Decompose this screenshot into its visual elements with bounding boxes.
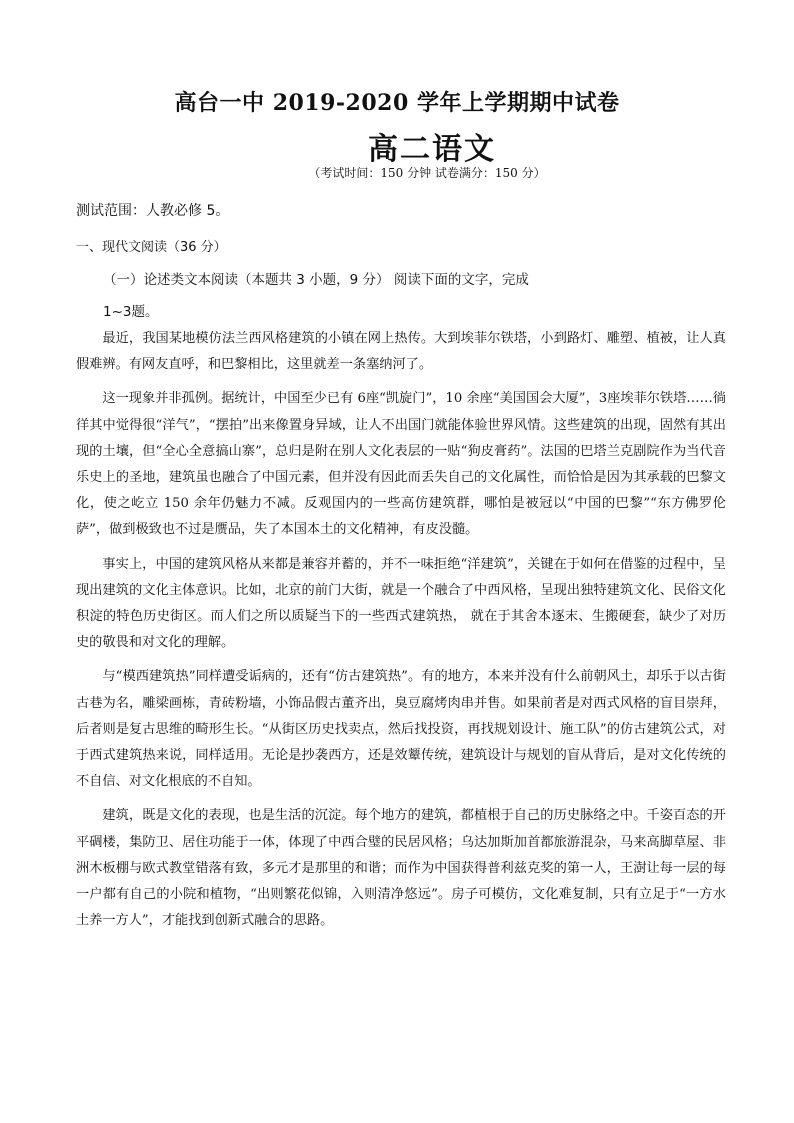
section-heading: 一、现代文阅读（36 分） xyxy=(76,240,227,255)
passage-paragraph-4: 与“模西建筑热”同样遭受诟病的，还有“仿古建筑热”。有的地方，本来并没有什么前朝风土，却乐于以古街古巷为名，雕梁画栋，青砖粉墙，小饰品假古董齐出，臭豆腐烤肉串并售。如果前者是对西式风格的盲目崇拜，后者则是复古思维的畸形生长。“从街区历史找卖点，然后找投资，再找规划设计、施工队”的仿古建筑公式，对于西式建筑热来说，同样适用。无论是抄袭西方，还是效颦传统，建筑设计与规划的盲从背后，是对文化传统的不自信、对文化根底的不自知。 xyxy=(76,669,726,790)
passage-paragraph-3: 事实上，中国的建筑风格从来都是兼容并蓄的，并不一味拒绝“洋建筑”，关键在于如何在借鉴的过程中，呈现出建筑的文化主体意识。比如，北京的前门大街，就是一个融合了中西风格，呈现出独特建筑文化、民俗文化积淀的特色历史街区。而人们之所以质疑当下的一些西式建筑热， 就在于其舍本逐末、生搬硬套，缺少了对历史的敬畏和对文化的理解。 xyxy=(76,556,727,651)
subsection-instruction: （一）论述类文本阅读（本题共 3 小题，9 分） 阅读下面的文字，完成 xyxy=(103,272,529,288)
passage-paragraph-5: 建筑，既是文化的表现，也是生活的沉淀。每个地方的建筑，都植根于自己的历史脉络之中。千姿百态的开平碉楼，集防卫、居住功能于一体，体现了中西合璧的民居风格；乌达加斯加首都旅游混杂，马来高脚草屋、非洲木板棚与欧式教堂错落有致，多元才是那里的和谐；而作为中国获得普利兹克奖的第一人，王澍让每一层的每一户都有自己的小院和植物，“出则繁花似锦，入则清净悠远”。房子可模仿，文化难复制，只有立足于“一方水土养一方人”，才能找到创新式融合的思路。 xyxy=(76,808,726,929)
reading-passage xyxy=(76,326,726,942)
exam-subject: 高二语文 xyxy=(368,132,496,167)
test-scope: 测试范围：人教必修 5。 xyxy=(76,203,230,219)
exam-title: 高台一中 2019-2020 学年上学期期中试卷 xyxy=(174,90,620,116)
passage-paragraph-1: 最近，我国某地模仿法兰西风格建筑的小镇在网上热传。大到埃菲尔铁塔，小到路灯、雕塑、植被，让人真假难辨。有网友直呼，和巴黎相比，这里就差一条塞纳河了。 xyxy=(76,331,726,373)
subsection-instruction-continued: 1~3题。 xyxy=(103,304,159,320)
passage-paragraph-2: 这一现象并非孤例。据统计，中国至少已有 6座“凯旋门”，10 余座“美国国会大厦”，3座埃菲尔铁塔……徜徉其中觉得很“洋气”，“摆拍”出来像置身异域，让人不出国门就能体验世界风情。这些建筑的出现，固然有其出现的土壤，但“全心全意搞山寨”，总归是附在别人文化表层的一贴“狗皮膏药”。法国的巴塔兰克剧院作为当代音乐史上的圣地，建筑虽也融合了中国元素，但并没有因此而丢失自己的文化属性，而恰恰是因为其承载的巴黎文化，使之屹立 150 余年仍魅力不减。反观国内的一些高仿建筑群，哪怕是被冠以“中国的巴黎”“东方佛罗伦萨”，做到极致也不过是赝品，失了本国本土的文化精神，有皮没髓。 xyxy=(76,391,726,538)
exam-time-score-info: （考试时间：150 分钟 试卷满分：150 分） xyxy=(308,166,546,180)
